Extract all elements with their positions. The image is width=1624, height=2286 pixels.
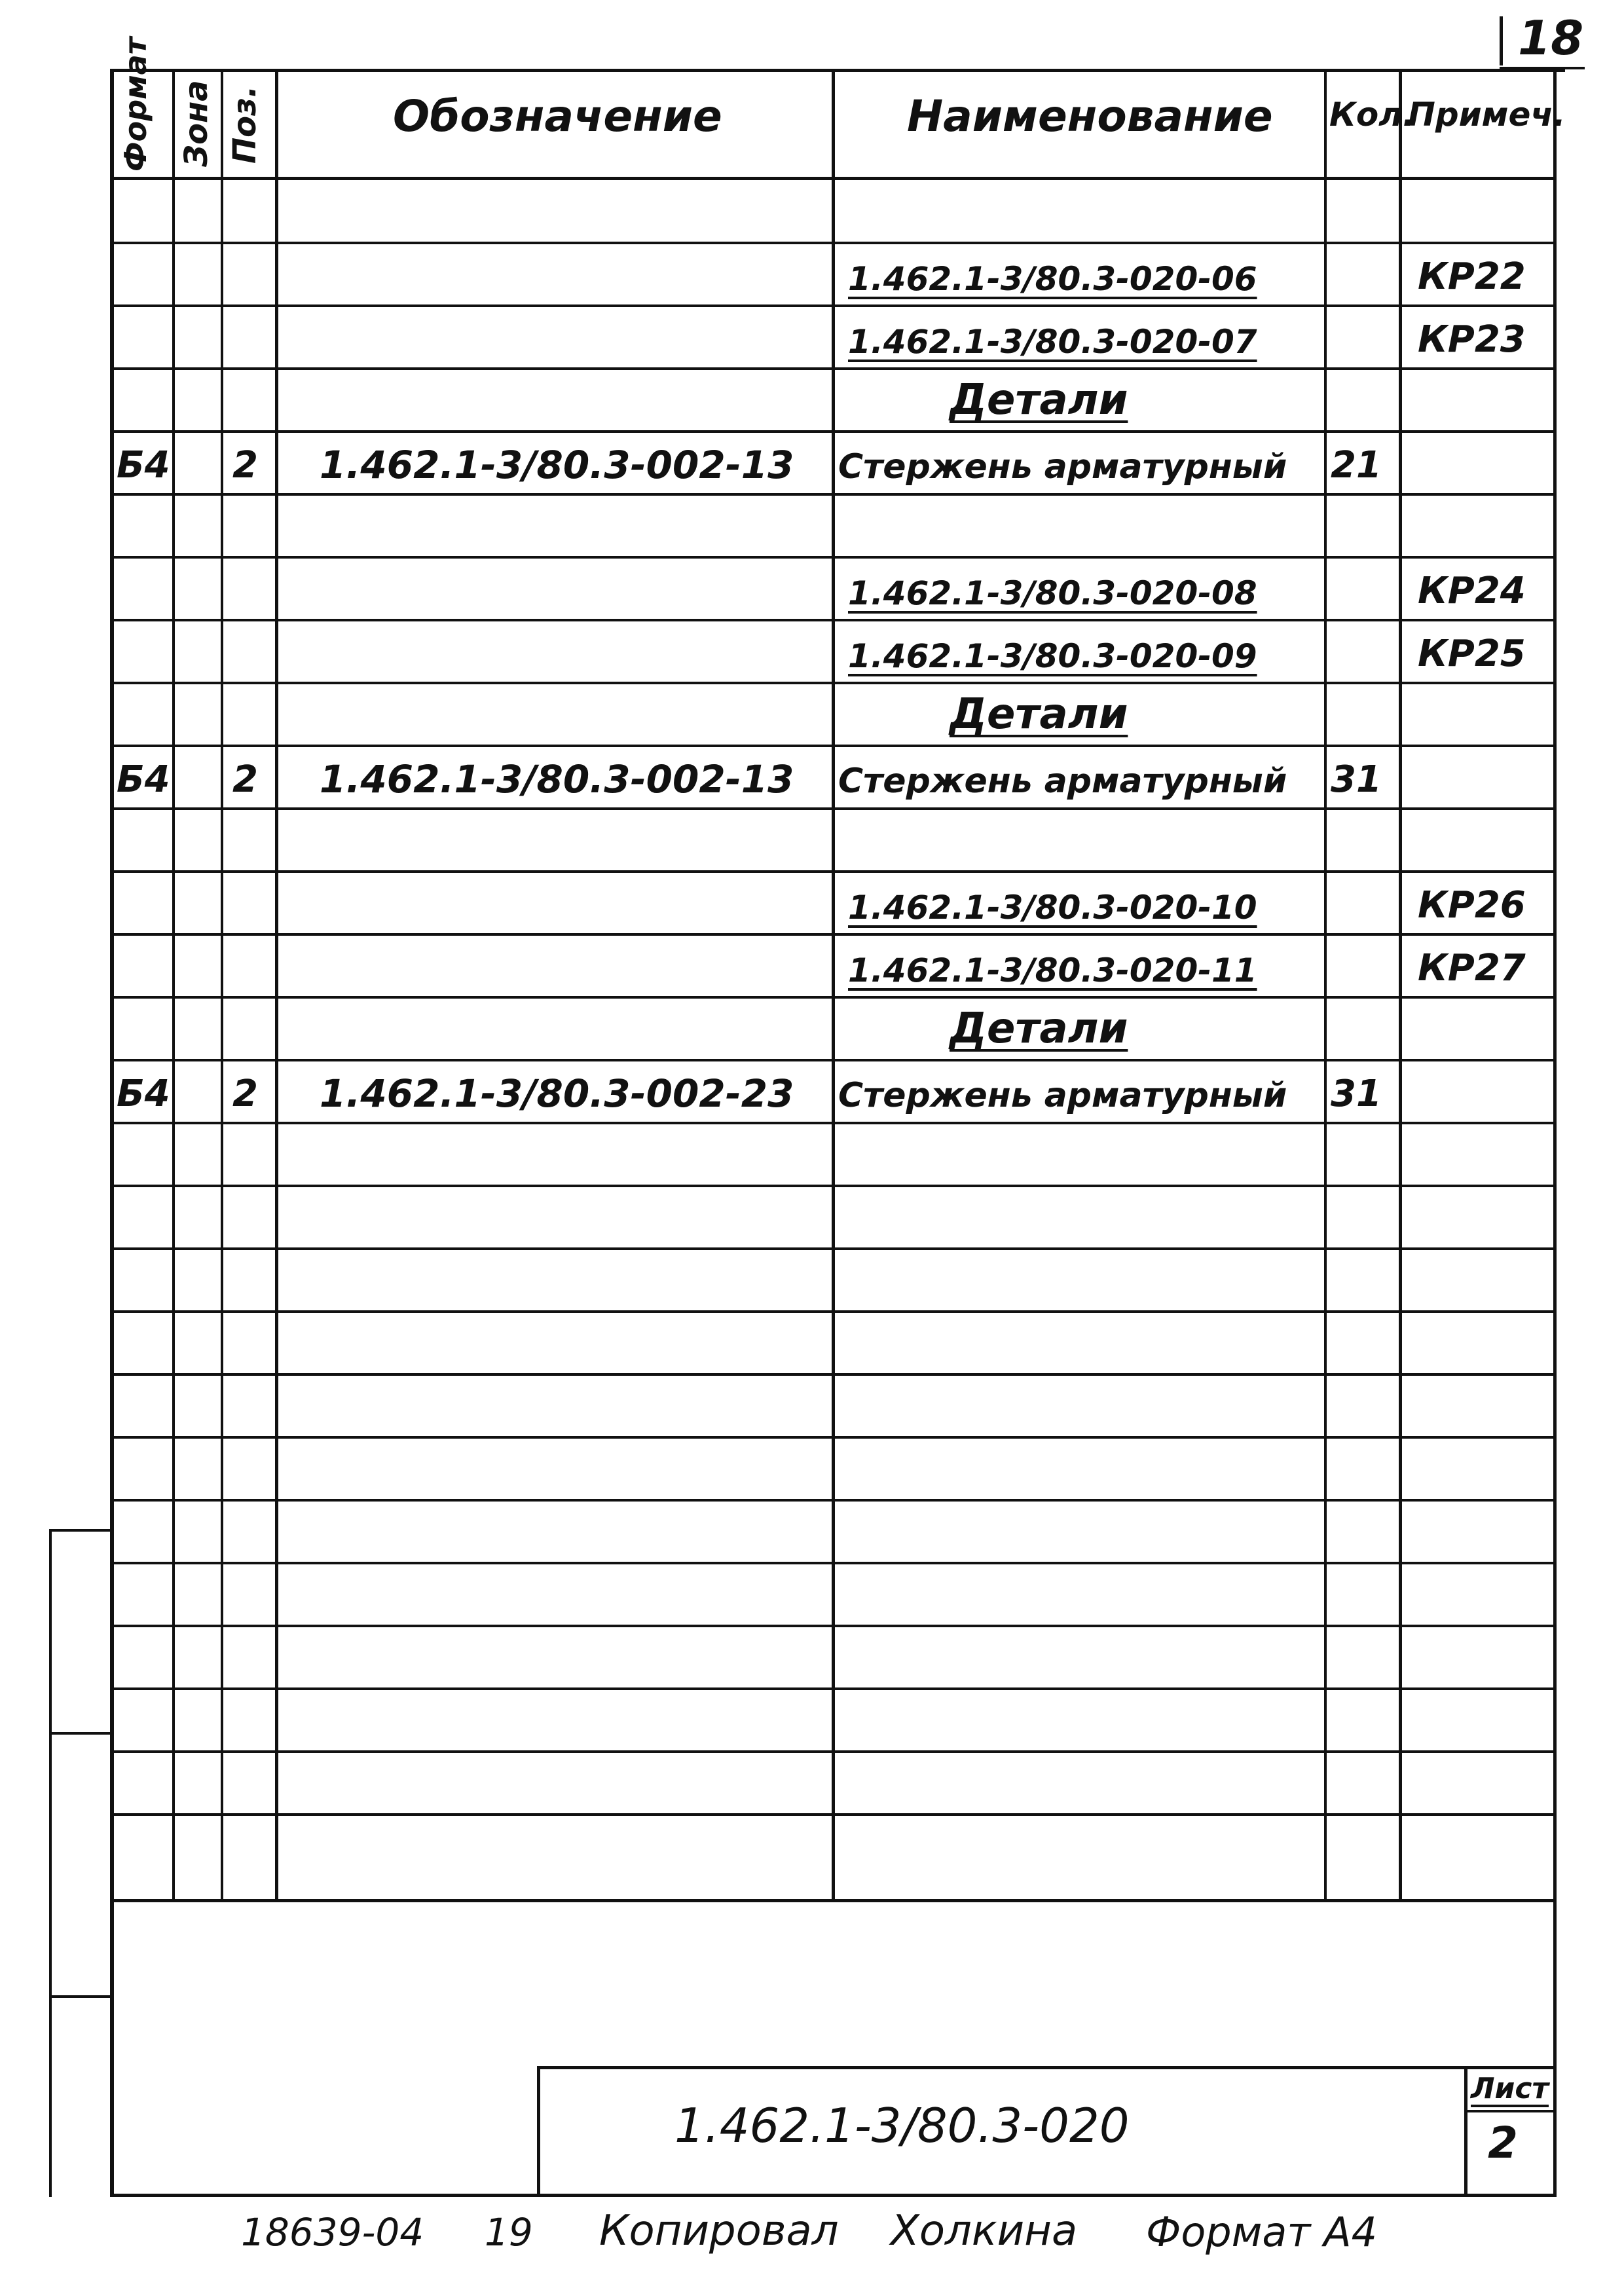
row-name-cell: 1.462.1-3/80.3-020-09	[848, 637, 1257, 675]
title-block-sheet-rule	[1464, 2110, 1557, 2112]
title-block-left	[537, 2066, 540, 2197]
title-block-sheet-label: Лист	[1471, 2072, 1549, 2105]
table-row	[0, 432, 1624, 494]
row-designation-cell: 1.462.1-3/80.3-002-13	[320, 443, 794, 487]
row-rule	[110, 1625, 1557, 1627]
row-qty-cell: 31	[1331, 1073, 1382, 1115]
row-name-cell: Детали	[950, 1005, 1128, 1053]
footer-copier: Холкина	[891, 2207, 1078, 2255]
row-name-cell: 1.462.1-3/80.3-020-06	[848, 260, 1257, 298]
header-designation: Обозначение	[393, 91, 722, 141]
row-name-cell: Стержень арматурный	[838, 762, 1287, 801]
table-row	[0, 306, 1624, 369]
binding-strip-h1	[49, 1529, 112, 1532]
row-rule	[110, 1310, 1557, 1313]
row-name-cell: Стержень арматурный	[838, 1076, 1287, 1115]
title-block-sheet-number: 2	[1488, 2118, 1518, 2168]
row-designation-cell: 1.462.1-3/80.3-002-23	[320, 1071, 794, 1116]
table-row	[0, 620, 1624, 683]
row-note-cell: КР23	[1418, 318, 1526, 361]
header-pos: Поз.	[227, 85, 263, 164]
row-note-cell: КР26	[1418, 884, 1526, 927]
header-format: Формат	[118, 37, 153, 172]
frame-top	[110, 69, 1565, 72]
header-zone: Зона	[178, 80, 215, 167]
row-name-cell: 1.462.1-3/80.3-020-10	[848, 889, 1257, 927]
table-row	[0, 1060, 1624, 1123]
table-row	[0, 997, 1624, 1060]
row-pos-cell: 2	[232, 1073, 258, 1115]
table-row	[0, 746, 1624, 809]
page-number-divider	[1500, 16, 1503, 65]
table-row	[0, 557, 1624, 620]
row-rule	[110, 1750, 1557, 1753]
footer-format: Формат А4	[1146, 2208, 1378, 2256]
title-block-top	[537, 2066, 1557, 2069]
binding-strip-h3	[49, 1995, 112, 1998]
row-name-cell: Детали	[950, 690, 1128, 739]
footer-page: 19	[485, 2210, 533, 2255]
page-number: 18	[1518, 10, 1584, 65]
header-name: Наименование	[907, 91, 1273, 141]
table-row	[0, 369, 1624, 432]
table-row	[0, 872, 1624, 934]
table-row	[0, 809, 1624, 872]
title-block-sheet-divider	[1464, 2066, 1467, 2197]
row-format-cell: Б4	[117, 1073, 170, 1115]
row-rule	[110, 1436, 1557, 1439]
row-note-cell: КР22	[1418, 255, 1526, 298]
row-name-cell: 1.462.1-3/80.3-020-07	[848, 323, 1257, 361]
table-row	[0, 243, 1624, 306]
row-rule	[110, 1813, 1557, 1816]
title-block-doc-number: 1.462.1-3/80.3-020	[674, 2098, 1130, 2153]
row-rule	[110, 1562, 1557, 1564]
row-rule	[110, 1499, 1557, 1502]
row-pos-cell: 2	[232, 758, 258, 801]
binding-strip-h2	[49, 1732, 112, 1735]
frame-bottom	[110, 2194, 1557, 2197]
row-qty-cell: 31	[1331, 758, 1382, 801]
header-qty: Кол.	[1329, 96, 1415, 134]
row-note-cell: КР25	[1418, 633, 1526, 675]
row-designation-cell: 1.462.1-3/80.3-002-13	[320, 757, 794, 802]
table-row	[0, 494, 1624, 557]
row-qty-cell: 21	[1331, 444, 1382, 487]
footer-copied: Копировал	[599, 2207, 839, 2255]
row-rule	[110, 1185, 1557, 1187]
row-note-cell: КР24	[1418, 570, 1526, 612]
row-format-cell: Б4	[117, 758, 170, 801]
row-note-cell: КР27	[1418, 947, 1526, 989]
row-rule	[110, 1687, 1557, 1690]
table-row	[0, 180, 1624, 243]
table-bottom-rule	[110, 1899, 1557, 1902]
row-rule	[110, 1373, 1557, 1376]
row-pos-cell: 2	[232, 444, 258, 487]
row-name-cell: 1.462.1-3/80.3-020-08	[848, 574, 1257, 612]
row-rule	[110, 1247, 1557, 1250]
row-format-cell: Б4	[117, 444, 170, 487]
table-row	[0, 683, 1624, 746]
row-name-cell: Детали	[950, 376, 1128, 424]
table-row	[0, 934, 1624, 997]
footer-inventory: 18639-04	[241, 2210, 424, 2255]
row-name-cell: 1.462.1-3/80.3-020-11	[848, 951, 1257, 989]
header-note: Примеч.	[1408, 96, 1566, 134]
binding-strip-left	[49, 1529, 52, 2197]
row-name-cell: Стержень арматурный	[838, 447, 1287, 487]
